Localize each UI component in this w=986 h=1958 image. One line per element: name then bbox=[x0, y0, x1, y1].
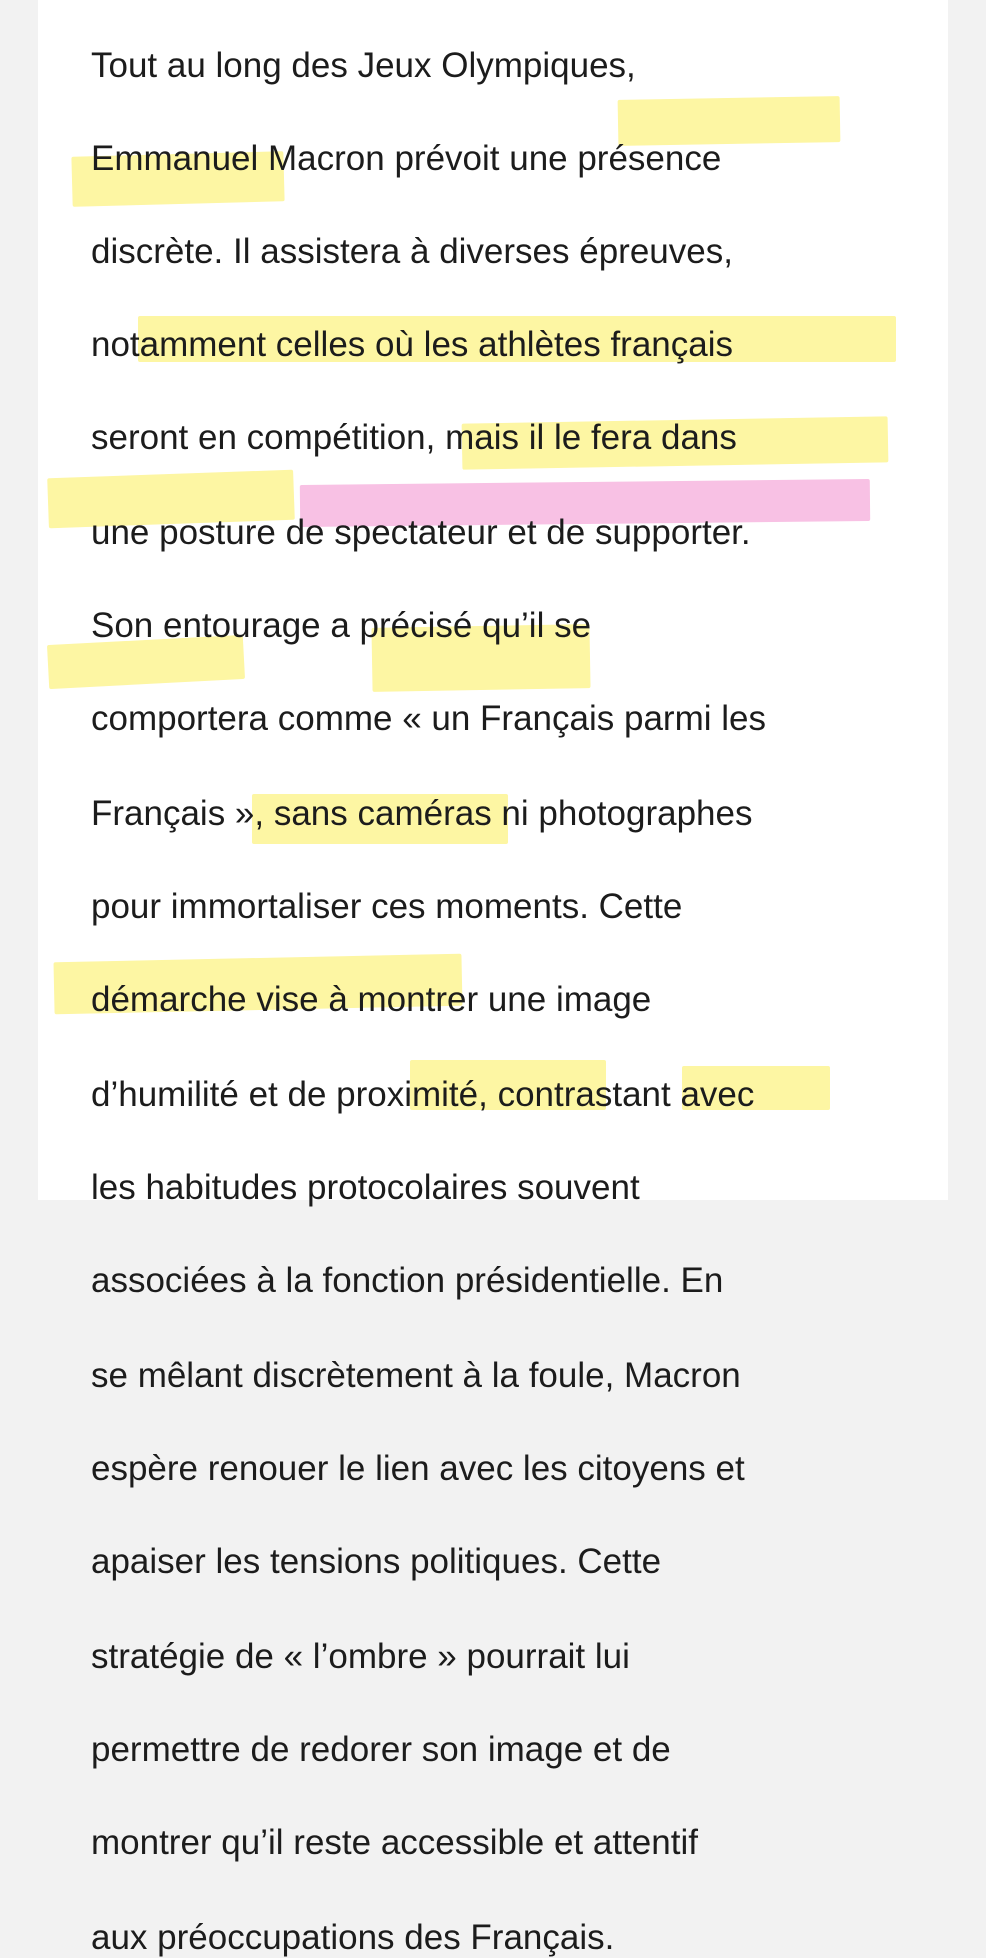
article-line-16: espère renouer le lien avec les citoyens et bbox=[91, 1449, 745, 1488]
article-line-4: notamment celles où les athlètes français bbox=[91, 325, 733, 364]
article-line-11: démarche vise à montrer une image bbox=[91, 980, 652, 1019]
article-line-15: se mêlant discrètement à la foule, Macron bbox=[91, 1356, 741, 1395]
article-line-8: comportera comme « un Français parmi les bbox=[91, 699, 766, 738]
article-line-1: Tout au long des Jeux Olympiques, bbox=[91, 46, 636, 85]
article-line-21: aux préoccupations des Français. bbox=[91, 1918, 615, 1957]
article-line-3: discrète. Il assistera à diverses épreuves, bbox=[91, 232, 733, 271]
article-line-19: permettre de redorer son image et de bbox=[91, 1730, 671, 1769]
article-line-5: seront en compétition, mais il le fera dans bbox=[91, 418, 737, 457]
article-line-2: Emmanuel Macron prévoit une présence bbox=[91, 139, 722, 178]
article-line-9: Français », sans caméras ni photographes bbox=[91, 794, 753, 833]
article-line-13: les habitudes protocolaires souvent bbox=[91, 1168, 640, 1207]
article-line-7: Son entourage a précisé qu’il se bbox=[91, 606, 592, 645]
article-line-20: montrer qu’il reste accessible et attentif bbox=[91, 1823, 698, 1862]
article-line-14: associées à la fonction présidentielle. En bbox=[91, 1261, 724, 1300]
article-line-18: stratégie de « l’ombre » pourrait lui bbox=[91, 1637, 630, 1676]
article-line-10: pour immortaliser ces moments. Cette bbox=[91, 887, 683, 926]
article-line-17: apaiser les tensions politiques. Cette bbox=[91, 1542, 662, 1581]
article-line-12: d’humilité et de proximité, contrastant avec bbox=[91, 1075, 755, 1114]
article-line-6: une posture de spectateur et de supporter. bbox=[91, 513, 751, 552]
